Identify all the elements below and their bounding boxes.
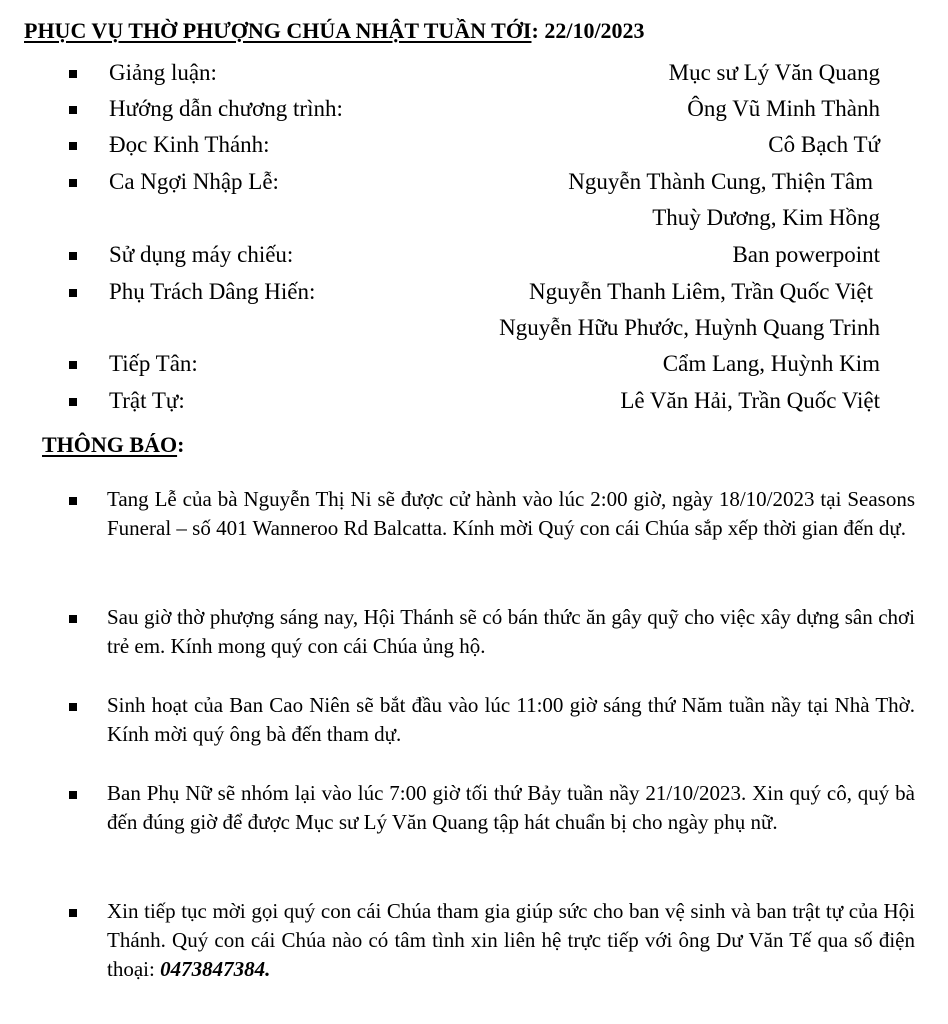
announcement-text	[107, 897, 915, 984]
service-value-continued: Thuỳ Dương, Kim Hồng	[652, 205, 880, 230]
announcement-text: Sau giờ thờ phượng sáng nay, Hội Thánh sẽ có bán thức ăn gây quỹ cho việc xây dựng sân chơi trẻ em. Kính mong quý con cái Chúa ủng hộ.	[107, 605, 915, 658]
service-row-opening-praise	[0, 165, 948, 230]
bullet-icon	[69, 703, 77, 711]
announcements-heading-title: THÔNG BÁO	[42, 432, 178, 457]
service-label: Giảng luận:	[109, 60, 217, 85]
service-value: Cô Bạch Tứ	[768, 132, 880, 157]
bullet-icon	[69, 361, 77, 369]
announcement-text: Ban Phụ Nữ sẽ nhóm lại vào lúc 7:00 giờ tối thứ Bảy tuần nầy 21/10/2023. Xin quý cô, quý bà đến đúng giờ để được Mục sư Lý Văn Quang tập hát chuẩn bị cho ngày phụ nữ.	[107, 781, 915, 834]
bullet-icon	[69, 615, 77, 623]
service-label: Đọc Kinh Thánh:	[109, 132, 270, 157]
service-value: Ban powerpoint	[732, 242, 880, 267]
announcements-heading	[42, 432, 184, 458]
bullet-icon	[69, 398, 77, 406]
announcements-heading-colon: :	[177, 432, 185, 457]
phone-number: 0473847384.	[160, 957, 271, 981]
service-value: Nguyễn Thành Cung, Thiện Tâm	[568, 169, 873, 194]
service-heading-title: PHỤC VỤ THỜ PHƯỢNG CHÚA NHẬT TUẦN TỚI	[24, 18, 532, 43]
bullet-icon	[69, 106, 77, 114]
bullet-icon	[69, 70, 77, 78]
bullet-icon	[69, 497, 77, 505]
service-label: Hướng dẫn chương trình:	[109, 96, 343, 121]
announcement-text: Tang Lễ của bà Nguyễn Thị Ni sẽ được cử hành vào lúc 2:00 giờ, ngày 18/10/2023 tại Seasons Funeral – số 401 Wanneroo Rd Balcatta. Kính mời Quý con cái Chúa sắp xếp thời gian đến dự.	[107, 487, 915, 540]
announcement-text: Sinh hoạt của Ban Cao Niên sẽ bắt đầu vào lúc 11:00 giờ sáng thứ Năm tuần nầy tại Nhà Thờ. Kính mời quý ông bà đến tham dự.	[107, 693, 915, 746]
service-row-sermon	[0, 56, 948, 90]
bullet-icon	[69, 142, 77, 150]
bullet-icon	[69, 791, 77, 799]
service-value: Lê Văn Hải, Trần Quốc Việt	[620, 388, 880, 413]
service-row-program-leader	[0, 92, 948, 126]
service-label: Ca Ngợi Nhập Lễ:	[109, 169, 279, 194]
service-value: Mục sư Lý Văn Quang	[668, 60, 880, 85]
service-row-offering	[0, 275, 948, 340]
bullet-icon	[69, 289, 77, 297]
service-row-projector	[0, 238, 948, 272]
service-row-reception	[0, 347, 948, 381]
service-heading-date: : 22/10/2023	[531, 18, 645, 43]
service-label: Trật Tự:	[109, 388, 185, 413]
service-value: Ông Vũ Minh Thành	[687, 96, 880, 121]
bullet-icon	[69, 909, 77, 917]
service-heading	[24, 18, 645, 44]
service-label: Tiếp Tân:	[109, 351, 198, 376]
service-row-scripture-reading	[0, 128, 948, 162]
service-label: Sử dụng máy chiếu:	[109, 242, 294, 267]
service-row-order	[0, 384, 948, 418]
service-value: Cẩm Lang, Huỳnh Kim	[662, 351, 880, 376]
service-label: Phụ Trách Dâng Hiến:	[109, 279, 316, 304]
service-value-continued: Nguyễn Hữu Phước, Huỳnh Quang Trinh	[499, 315, 880, 340]
bullet-icon	[69, 179, 77, 187]
service-value: Nguyễn Thanh Liêm, Trần Quốc Việt	[528, 279, 873, 304]
bullet-icon	[69, 252, 77, 260]
announcement-body: Xin tiếp tục mời gọi quý con cái Chúa tham gia giúp sức cho ban vệ sinh và ban trật tự của Hội Thánh. Quý con cái Chúa nào có tâm tình xin liên hệ trực tiếp với ông Dư Văn Tế qua số điện thoại:	[107, 899, 915, 981]
